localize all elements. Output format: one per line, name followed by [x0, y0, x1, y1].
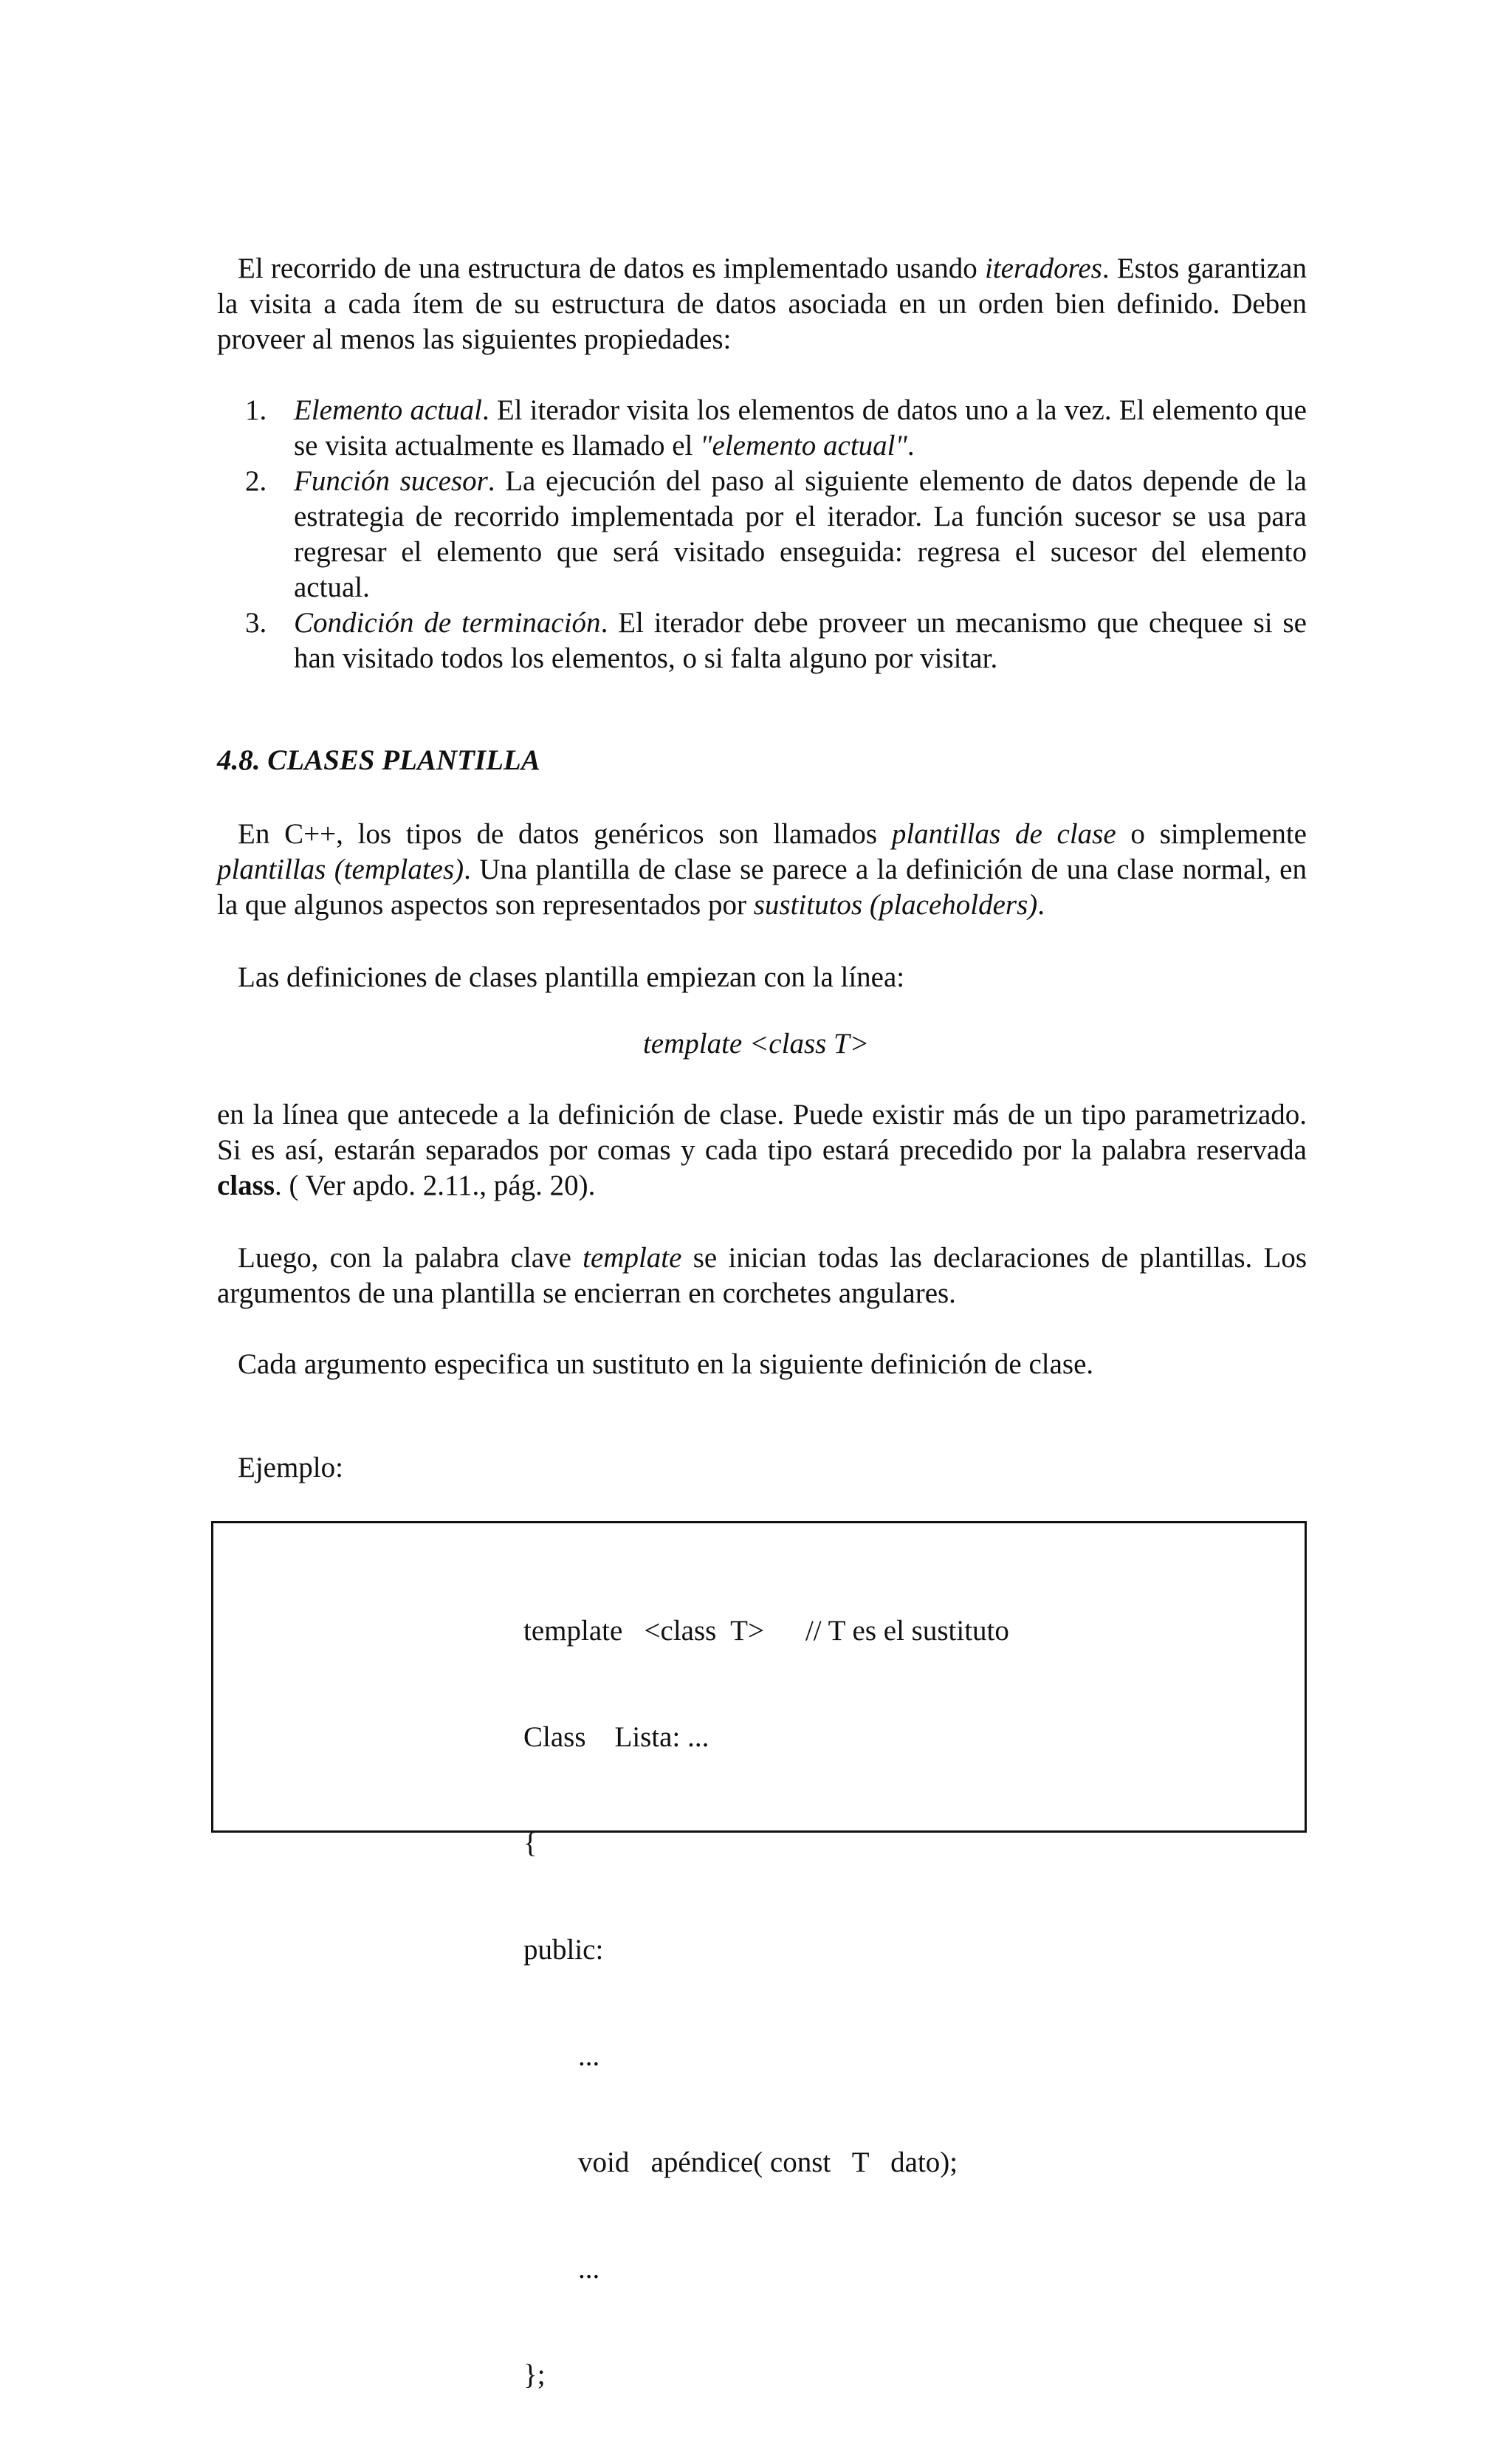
code-line-4: public:	[523, 1934, 604, 1966]
list-quote: "elemento actual"	[700, 430, 907, 461]
code-line-8: };	[523, 2359, 546, 2391]
list-text: . La ejecución del paso al siguiente elemento de datos depende de la estrategia de recorrido implementada por el iterador. La función sucesor se usa para regresar el elemento que será visitado enseguida: regresa el sucesor del elemento actual.	[294, 465, 1307, 603]
list-term: Función sucesor	[294, 465, 488, 497]
luego-text-1: Luego, con la palabra clave	[238, 1242, 583, 1274]
code-block	[523, 1542, 1009, 2464]
cpp-italic-1: plantillas de clase	[891, 818, 1116, 850]
list-number: 2.	[245, 465, 267, 497]
definitions-paragraph: Las definiciones de clases plantilla empiezan con la línea:	[238, 961, 905, 993]
line-text-2: . ( Ver apdo. 2.11., pág. 20).	[275, 1170, 596, 1201]
cpp-text-3: . Una plantilla de clase se parece a la definición de una clase normal, en la que algunos aspectos son representados por	[217, 854, 1307, 921]
cada-paragraph: Cada argumento especifica un sustituto en la siguiente definición de clase.	[238, 1348, 1094, 1380]
cpp-text-4: .	[1037, 889, 1045, 921]
code-line-6: void apéndice( const T dato);	[578, 2146, 958, 2178]
list-text-end: .	[907, 430, 915, 461]
luego-italic: template	[583, 1242, 682, 1274]
list-item	[217, 464, 1307, 605]
template-line: template <class T>	[642, 1028, 870, 1060]
keyword-class: class	[217, 1170, 275, 1201]
section-heading: 4.8. CLASES PLANTILLA	[217, 744, 540, 776]
intro-text-2: . Estos garantizan la visita a cada ítem de su estructura de datos asociada en un orden bien definido. Deben proveer al menos las siguientes propiedades:	[217, 253, 1307, 355]
cpp-paragraph	[217, 817, 1307, 923]
list-term: Condición de terminación	[294, 607, 601, 639]
cpp-italic-2: plantillas (templates)	[217, 854, 464, 885]
list-item	[217, 393, 1307, 464]
list-number: 1.	[245, 394, 267, 426]
luego-paragraph	[217, 1240, 1307, 1311]
code-line-2: Class Lista: ...	[523, 1721, 709, 1753]
line-paragraph	[217, 1097, 1307, 1204]
code-line-3: {	[523, 1828, 537, 1859]
code-example-box	[211, 1521, 1307, 2391]
code-line-7: ...	[578, 2253, 600, 2285]
line-text-1: en la línea que antecede a la definición de clase. Puede existir más de un tipo parametrizado. Si es así, estarán separados por comas y cada tipo estará precedido por la palabra reservada	[217, 1099, 1307, 1166]
list-text: . El iterador visita los elementos de datos uno a la vez. El elemento que se visita actualmente es llamado el	[294, 394, 1307, 461]
properties-list	[217, 393, 1307, 676]
code-line-1	[523, 1613, 1009, 1649]
code-text: template <class T>	[523, 1615, 764, 1647]
intro-text-1: El recorrido de una estructura de datos es implementado usando	[238, 253, 985, 284]
intro-paragraph	[217, 251, 1307, 357]
code-comment: // T es el sustituto	[805, 1615, 1009, 1647]
cpp-italic-3: sustitutos (placeholders)	[753, 889, 1038, 921]
list-number: 3.	[245, 607, 267, 639]
list-term: Elemento actual	[294, 394, 482, 426]
list-item	[217, 605, 1307, 676]
example-label: Ejemplo:	[238, 1452, 343, 1483]
cpp-text-2: o simplemente	[1116, 818, 1307, 850]
luego-text-2: se inician todas las declaraciones de plantillas. Los argumentos de una plantilla se encierran en corchetes angulares.	[217, 1242, 1307, 1309]
code-line-5: ...	[578, 2040, 600, 2072]
list-text: . El iterador debe proveer un mecanismo que chequee si se han visitado todos los elementos, o si falta alguno por visitar.	[294, 607, 1307, 674]
intro-term-iteradores: iteradores	[984, 253, 1102, 284]
cpp-text-1: En C++, los tipos de datos genéricos son llamados	[238, 818, 892, 850]
